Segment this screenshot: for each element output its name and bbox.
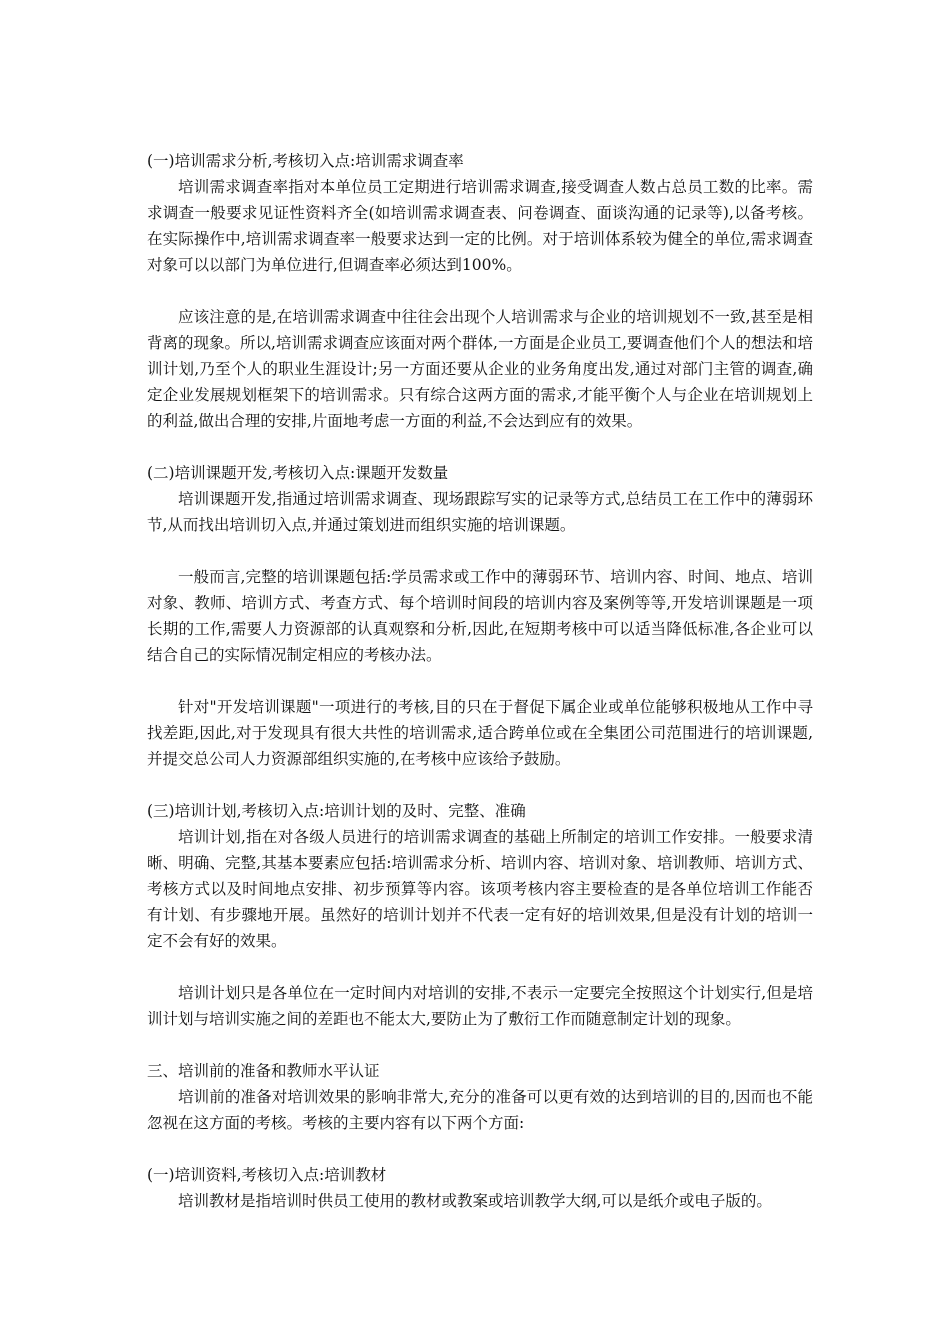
body-paragraph: 培训教材是指培训时供员工使用的教材或教案或培训教学大纲,可以是纸介或电子版的。 — [178, 1192, 772, 1210]
body-paragraph: 培训前的准备对培训效果的影响非常大,充分的准备可以更有效的达到培训的目的,因而也不能忽视在这方面的考核。考核的主要内容有以下两个方面: — [147, 1088, 813, 1132]
body-paragraph: 针对"开发培训课题"一项进行的考核,目的只在于督促下属企业或单位能够积极地从工作中寻找差距,因此,对于发现具有很大共性的培训需求,适合跨单位或在全集团公司范围进行的培训课题,并提交总公司人力资源部组织实施的,在考核中应该给予鼓励。 — [147, 698, 813, 768]
section-heading: (一)培训需求分析,考核切入点:培训需求调查率 — [147, 152, 464, 170]
section-heading: (二)培训课题开发,考核切入点:课题开发数量 — [147, 464, 449, 482]
paragraph-spacer — [147, 954, 813, 980]
paragraph-spacer — [147, 538, 813, 564]
section-heading: (三)培训计划,考核切入点:培训计划的及时、完整、准确 — [147, 802, 526, 820]
body-paragraph: 培训计划,指在对各级人员进行的培训需求调查的基础上所制定的培训工作安排。一般要求清晰、明确、完整,其基本要素应包括:培训需求分析、培训内容、培训对象、培训教师、培训方式、考核方式以及时间地点安排、初步预算等内容。该项考核内容主要检查的是各单位培训工作能否有计划、有步骤地开展。虽然好的培训计划并不代表一定有好的培训效果,但是没有计划的培训一定不会有好的效果。 — [147, 828, 813, 950]
paragraph-spacer — [147, 1032, 813, 1058]
document-body — [147, 148, 813, 1214]
section-heading: (一)培训资料,考核切入点:培训教材 — [147, 1166, 387, 1184]
body-paragraph: 培训计划只是各单位在一定时间内对培训的安排,不表示一定要完全按照这个计划实行,但是培训计划与培训实施之间的差距也不能太大,要防止为了敷衍工作而随意制定计划的现象。 — [147, 984, 813, 1028]
paragraph-spacer — [147, 1136, 813, 1162]
body-paragraph: 应该注意的是,在培训需求调查中往往会出现个人培训需求与企业的培训规划不一致,甚至是相背离的现象。所以,培训需求调查应该面对两个群体,一方面是企业员工,要调查他们个人的想法和培训计划,乃至个人的职业生涯设计;另一方面还要从企业的业务角度出发,通过对部门主管的调查,确定企业发展规划框架下的培训需求。只有综合这两方面的需求,才能平衡个人与企业在培训规划上的利益,做出合理的安排,片面地考虑一方面的利益,不会达到应有的效果。 — [147, 308, 813, 430]
body-paragraph: 培训课题开发,指通过培训需求调查、现场跟踪写实的记录等方式,总结员工在工作中的薄弱环节,从而找出培训切入点,并通过策划进而组织实施的培训课题。 — [147, 490, 813, 534]
body-paragraph: 培训需求调查率指对本单位员工定期进行培训需求调查,接受调查人数占总员工数的比率。需求调查一般要求见证性资料齐全(如培训需求调查表、问卷调查、面谈沟通的记录等),以备考核。在实际操作中,培训需求调查率一般要求达到一定的比例。对于培训体系较为健全的单位,需求调查对象可以以部门为单位进行,但调查率必须达到100%。 — [147, 178, 813, 274]
section-heading: 三、培训前的准备和教师水平认证 — [147, 1062, 380, 1080]
paragraph-spacer — [147, 772, 813, 798]
paragraph-spacer — [147, 434, 813, 460]
paragraph-spacer — [147, 668, 813, 694]
body-paragraph: 一般而言,完整的培训课题包括:学员需求或工作中的薄弱环节、培训内容、时间、地点、培训对象、教师、培训方式、考查方式、每个培训时间段的培训内容及案例等等,开发培训课题是一项长期的工作,需要人力资源部的认真观察和分析,因此,在短期考核中可以适当降低标准,各企业可以结合自己的实际情况制定相应的考核办法。 — [147, 568, 813, 664]
paragraph-spacer — [147, 278, 813, 304]
